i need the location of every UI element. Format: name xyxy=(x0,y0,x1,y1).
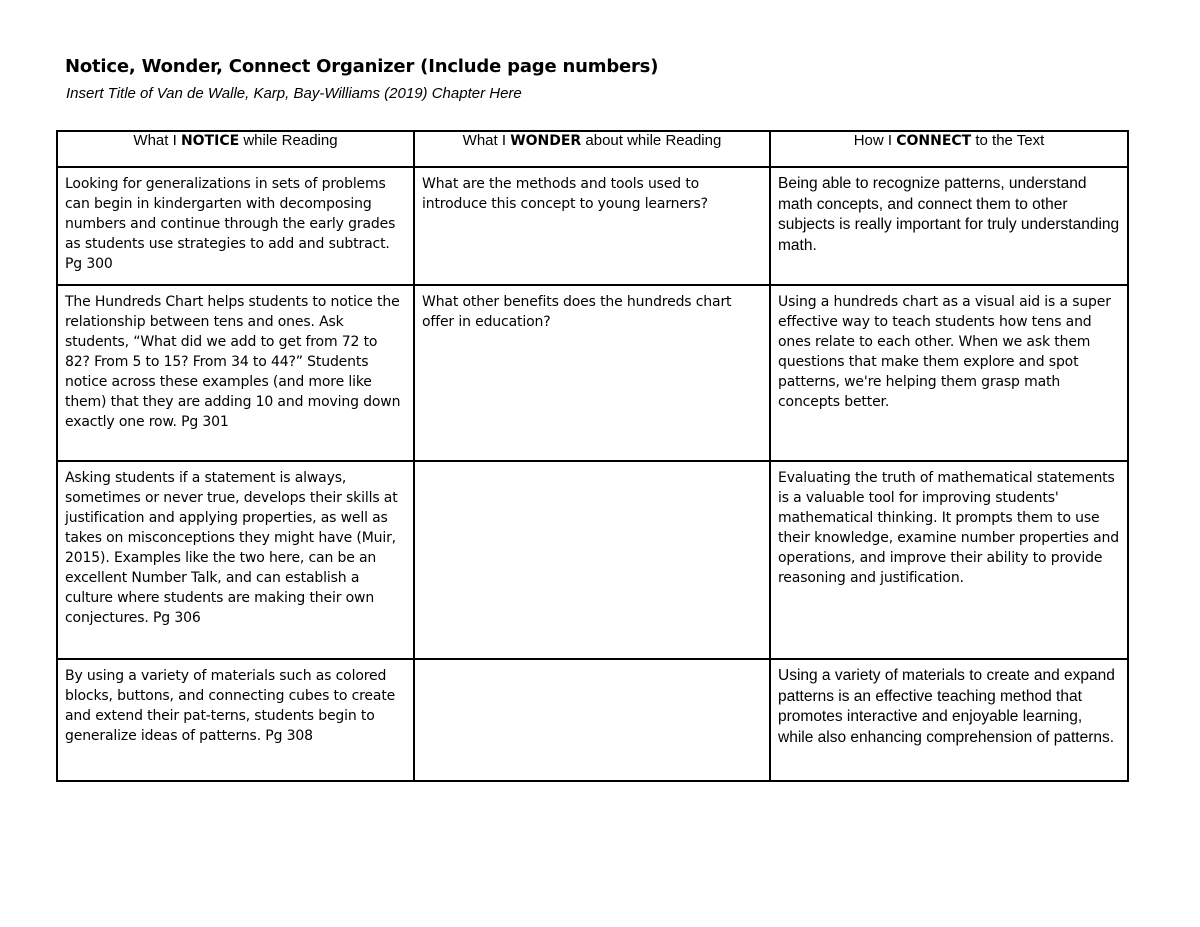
header-notice-suffix: while Reading xyxy=(239,132,338,149)
connect-text: Using a hundreds chart as a visual aid is a super effective way to teach students how tens and ones relate to each other. When we ask them questions that make them explore and spot patterns, we're helping them grasp math concepts better. xyxy=(778,294,1111,410)
header-wonder-keyword: WONDER xyxy=(510,133,582,149)
table-row xyxy=(57,461,1128,659)
notice-text: Looking for generalizations in sets of problems can begin in kindergarten with decomposing numbers and continue through the early grades as students use strategies to add and subtract. Pg 300 xyxy=(65,176,396,272)
page-subtitle: Insert Title of Van de Walle, Karp, Bay-Williams (2019) Chapter Here xyxy=(66,85,522,102)
header-notice xyxy=(57,131,414,167)
organizer-table xyxy=(56,130,1129,782)
header-connect-prefix: How I xyxy=(853,132,897,149)
wonder-text: What are the methods and tools used to introduce this concept to young learners? xyxy=(422,176,708,212)
header-connect-keyword: CONNECT xyxy=(896,133,972,149)
connect-text: Using a variety of materials to create and expand patterns is an effective teaching method that promotes interactive and enjoyable learning, while also enhancing comprehension of patterns. xyxy=(778,667,1115,746)
header-connect xyxy=(770,131,1128,167)
notice-text: Asking students if a statement is always, sometimes or never true, develops their skills at justification and applying properties, as well as takes on misconceptions they might have (Muir, 2015). Examples like the two here, can be an excellent Number Talk, and can establish a culture where students are making their own conjectures. Pg 306 xyxy=(65,470,398,626)
connect-text: Evaluating the truth of mathematical statements is a valuable tool for improving students' mathematical thinking. It prompts them to use their knowledge, examine number properties and operations, and improve their ability to provide reasoning and justification. xyxy=(778,470,1119,586)
connect-cell xyxy=(770,167,1128,285)
header-wonder-prefix: What I xyxy=(462,132,511,149)
notice-text: By using a variety of materials such as colored blocks, buttons, and connecting cubes to create and extend their pat-terns, students begin to generalize ideas of patterns. Pg 308 xyxy=(65,668,396,744)
notice-text: The Hundreds Chart helps students to notice the relationship between tens and ones. Ask students, “What did we add to get from 72 to 82? From 5 to 15? From 34 to 44?” Students notice across these examples (and more like them) that they are adding 10 and moving down exactly one row. Pg 301 xyxy=(65,294,401,430)
notice-cell xyxy=(57,461,414,659)
table-row xyxy=(57,659,1128,781)
wonder-cell xyxy=(414,659,770,781)
wonder-text xyxy=(415,660,769,672)
header-wonder xyxy=(414,131,770,167)
header-wonder-suffix: about while Reading xyxy=(581,132,722,149)
wonder-cell xyxy=(414,167,770,285)
connect-cell xyxy=(770,659,1128,781)
connect-text: Being able to recognize patterns, understand math concepts, and connect them to other subjects is really important for truly understanding math. xyxy=(778,175,1120,254)
page-title: Notice, Wonder, Connect Organizer (Include page numbers) xyxy=(65,56,659,77)
header-notice-keyword: NOTICE xyxy=(180,133,240,149)
notice-cell xyxy=(57,659,414,781)
wonder-text xyxy=(415,462,769,474)
header-connect-suffix: to the Text xyxy=(971,132,1045,149)
wonder-cell xyxy=(414,285,770,461)
wonder-text: What other benefits does the hundreds chart offer in education? xyxy=(422,294,732,330)
connect-cell xyxy=(770,461,1128,659)
notice-cell xyxy=(57,285,414,461)
notice-cell xyxy=(57,167,414,285)
wonder-cell xyxy=(414,461,770,659)
connect-cell xyxy=(770,285,1128,461)
header-row xyxy=(57,131,1128,167)
table-row xyxy=(57,167,1128,285)
header-notice-prefix: What I xyxy=(133,132,181,149)
table-row xyxy=(57,285,1128,461)
